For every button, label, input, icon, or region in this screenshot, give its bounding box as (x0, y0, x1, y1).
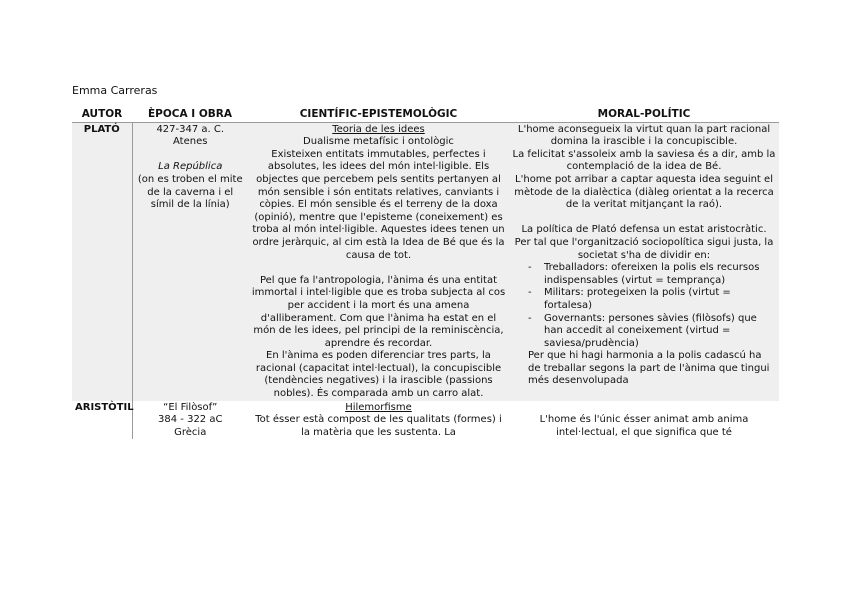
philosophy-table (72, 106, 779, 439)
list-item: - Treballadors: ofereixen la polis els recursos indispensables (virtut = temprança) (528, 262, 772, 287)
cell-epoca-aristotil (132, 401, 248, 440)
aristotil-nickname: “El Filòsof” (163, 401, 218, 413)
cell-moral-plato (509, 122, 779, 401)
aristotil-moral-p1: L'home és l'únic ésser animat amb anima intel·lectual, el que significa que té (539, 414, 749, 438)
aristotil-cientific-heading: Hilemorfisme (345, 401, 412, 413)
plato-cientific-p1: Dualisme metafísic i ontològic (303, 136, 454, 148)
plato-moral-p4: La política de Plató defensa un estat aristocràtic. (521, 224, 767, 236)
plato-moral-p3: L'home pot arribar a captar aquesta idea seguint el mètode de la dialèctica (diàleg orientat a la recerca de la veritat mitjançant la raó). (514, 173, 774, 211)
plato-cientific-p4: En l'ànima es poden diferenciar tres parts, la racional (capacitat intel·lectual), la concupiscible (tendències negatives) i la irascible (passions nobles). És comparada amb un carro alat. (255, 350, 502, 400)
header-moral: MORAL-POLÍTIC (509, 106, 779, 122)
plato-cientific-p2: Existeixen entitats immutables, perfectes i absolutes, les idees del món intel·ligible. Els objectes que percebem pels sentits pertanyen al món sensible i són entitats relatives, canviants i còpies. El món sensible és el terreny de la doxa (opinió), mentre que l'episteme (coneixement) es troba al món intel·ligible. Aquestes idees tenen un ordre jeràrquic, al cim està la Idea de Bé que és la causa de tot. (252, 148, 505, 261)
plato-work: La República (158, 161, 223, 173)
cell-autor-aristotil: ARISTÒTIL (72, 401, 132, 440)
cell-cientific-aristotil (248, 401, 509, 440)
header-autor: AUTOR (72, 106, 132, 122)
header-cientific: CIENTÍFIC-EPISTEMOLÒGIC (248, 106, 509, 122)
header-epoca: ÈPOCA I OBRA (132, 106, 248, 122)
plato-moral-p2: La felicitat s'assoleix amb la saviesa és a dir, amb la contemplació de la idea de Bé. (512, 148, 776, 173)
cell-moral-aristotil (509, 401, 779, 440)
aristotil-place: Grècia (174, 426, 207, 438)
aristotil-cientific-p1: Tot ésser està compost de les qualitats (formes) i la matèria que les sustenta. La (255, 414, 502, 438)
table-row-aristotil (72, 401, 779, 440)
plato-moral-p5: Per tal que l'organització sociopolítica sigui justa, la societat s'ha de dividir en: (514, 236, 774, 261)
plato-moral-p1: L'home aconsegueix la virtut quan la part racional domina la irascible i la concupiscible. (517, 123, 771, 148)
aristotil-dates: 384 - 322 aC (158, 414, 223, 426)
table-row-plato (72, 122, 779, 401)
plato-place: Atenes (173, 136, 208, 148)
plato-cientific-p3: Pel que fa l'antropologia, l'ànima és una entitat immortal i intel·ligible que es troba subjecta al cos per accident i la mort és una amena d'alliberament. Com que l'ànima ha estat en el món de les idees, pel principi de la reminiscència, aprendre és recordar. (251, 274, 506, 349)
cell-autor-plato: PLATÓ (72, 122, 132, 401)
author-name: Emma Carreras (72, 84, 158, 97)
plato-dates: 427-347 a. C. (156, 123, 225, 135)
list-item: - Militars: protegeixen la polis (virtut = fortalesa) (528, 287, 772, 312)
plato-cientific-heading: Teoria de les idees (332, 123, 425, 135)
cell-epoca-plato (132, 122, 248, 401)
plato-work-note: (on es troben el mite de la caverna i el símil de la línia) (137, 173, 243, 211)
cell-cientific-plato (248, 122, 509, 401)
plato-moral-p6: Per que hi hagi harmonia a la polis cadascú ha de treballar segons la part de l'ànima que tingui més desenvolupada (528, 350, 770, 387)
table-header-row (72, 106, 779, 122)
plato-moral-list (512, 262, 776, 350)
list-item: - Governants: persones sàvies (filòsofs) que han accedit al coneixement (virtud = saviesa/prudència) (528, 313, 772, 351)
